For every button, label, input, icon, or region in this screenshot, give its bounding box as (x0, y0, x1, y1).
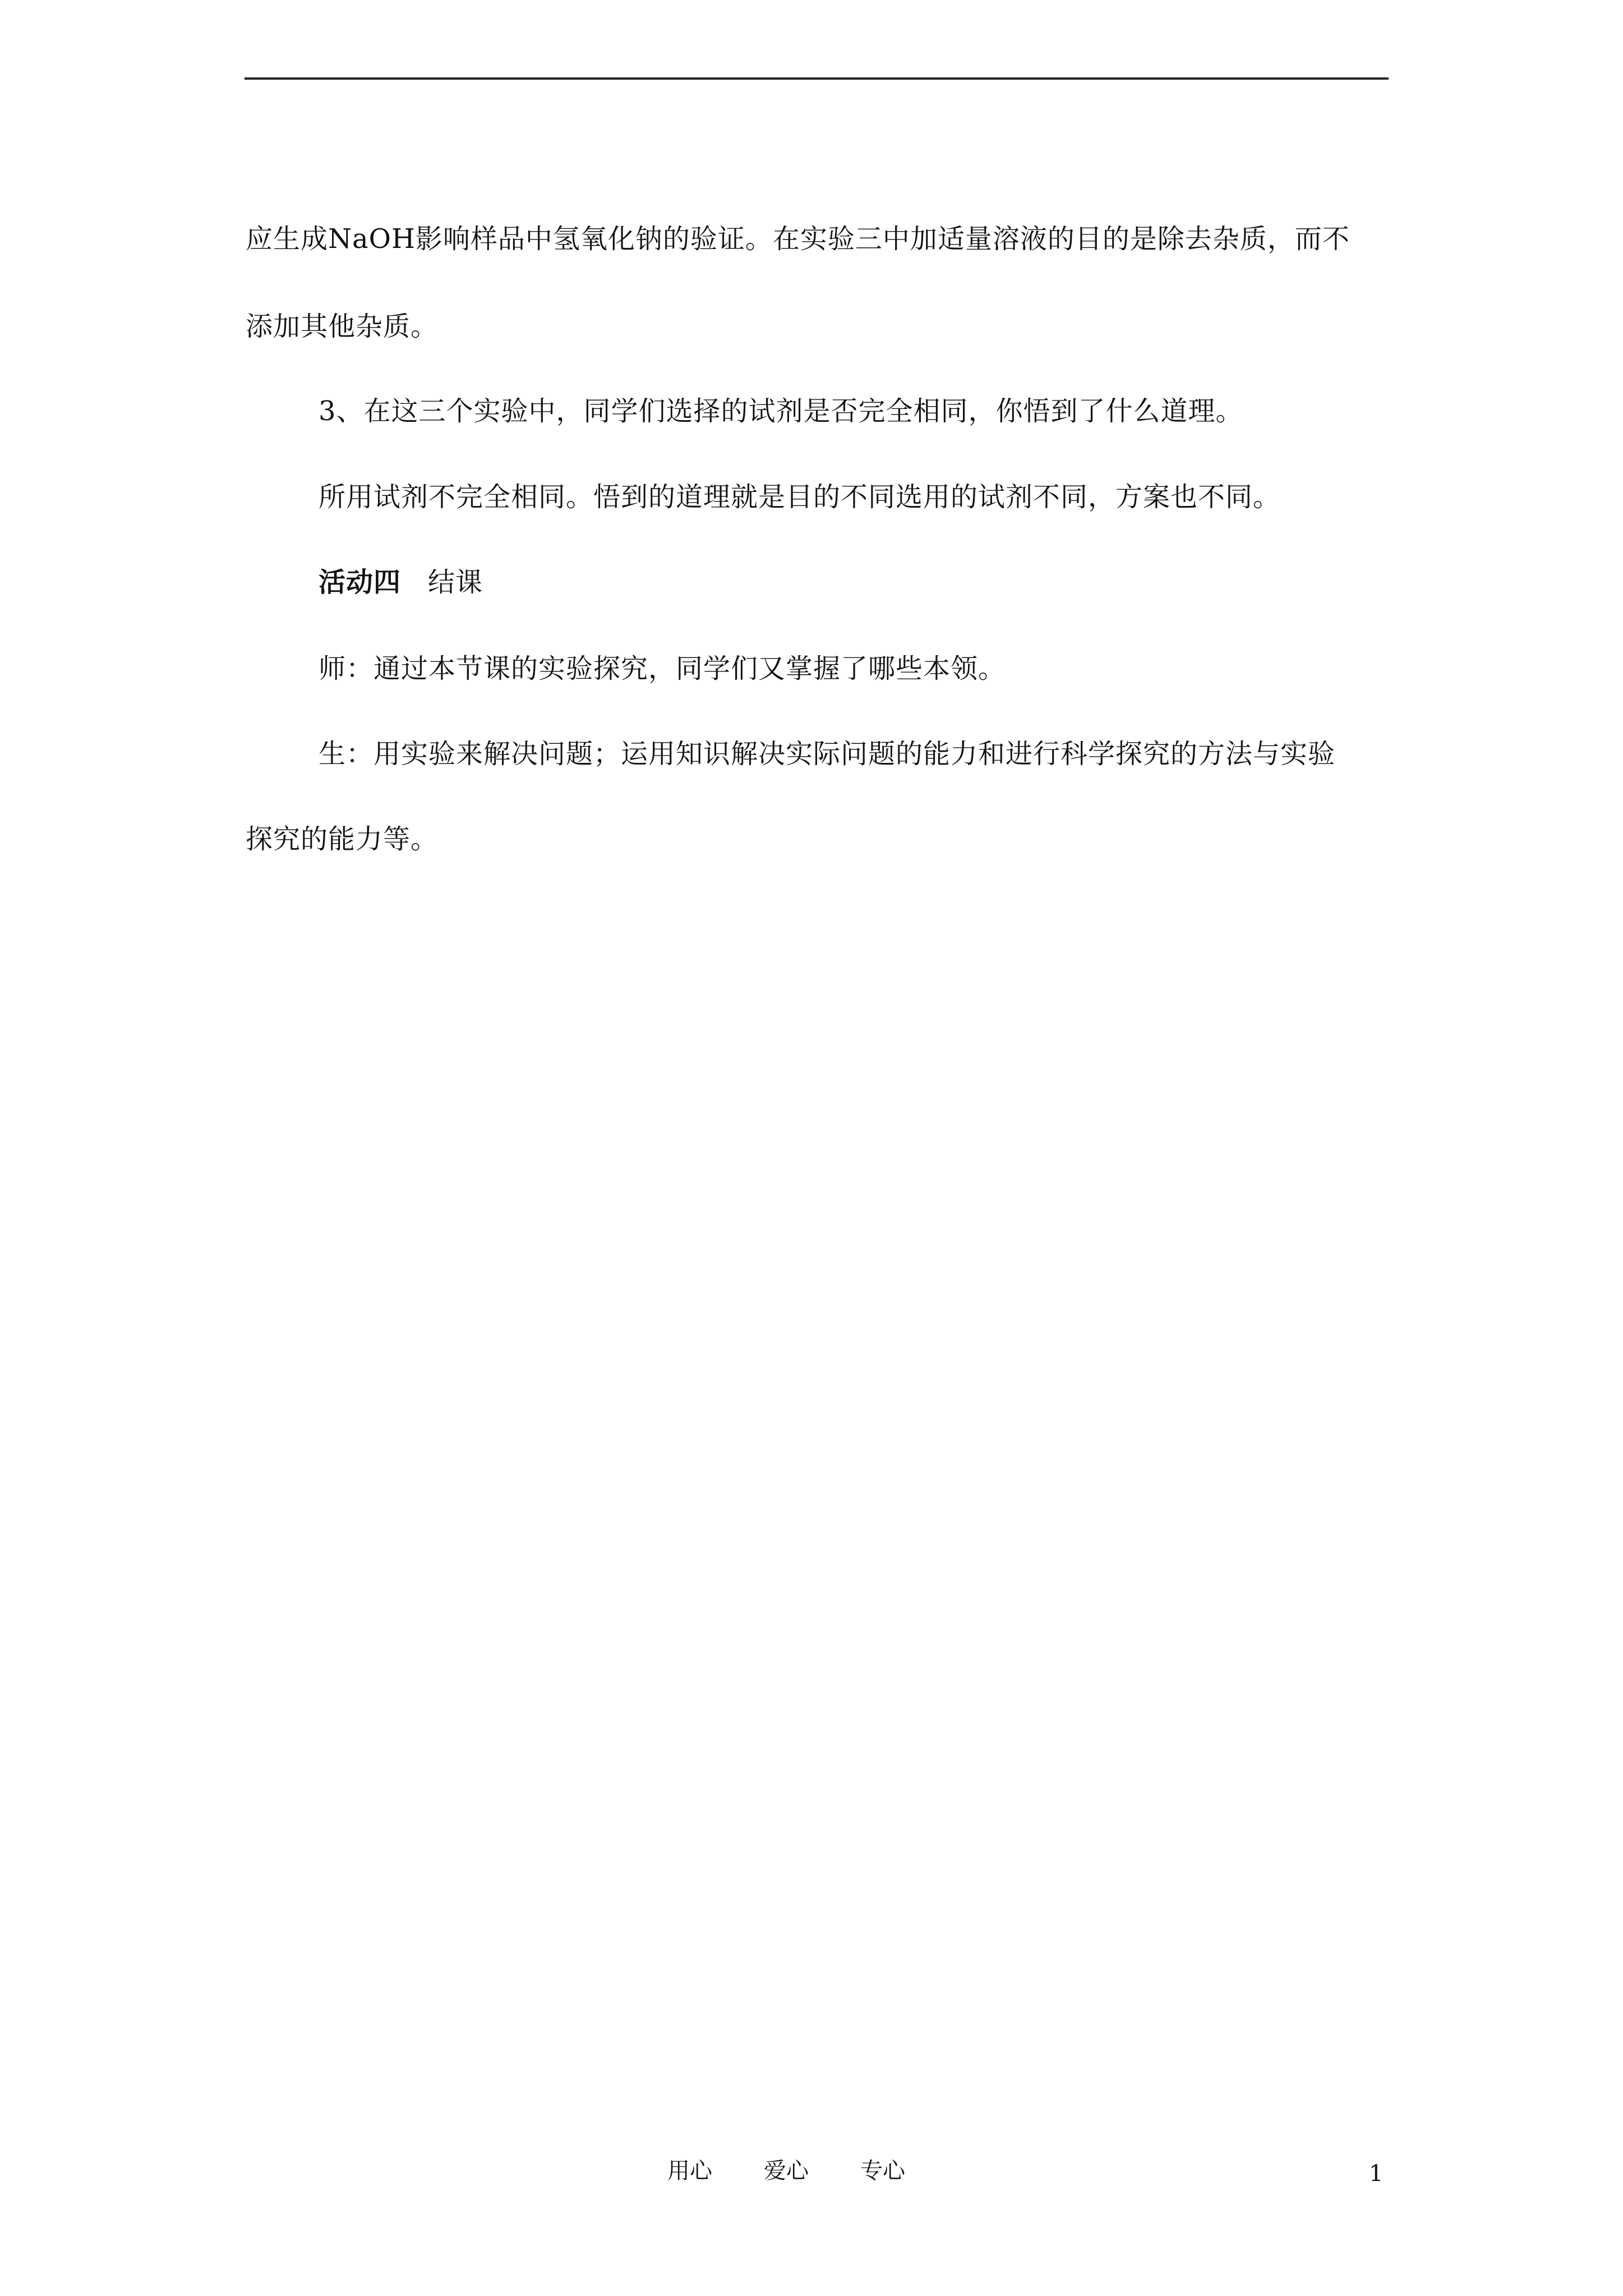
activity-heading-line (319, 565, 483, 599)
page-number: 1 (1369, 2161, 1384, 2187)
header-rule (245, 77, 1389, 80)
activity-title: 结课 (428, 567, 483, 598)
body-line-2: 添加其他杂质。 (246, 311, 439, 342)
body-line-7: 生：用实验来解决问题；运用知识解决实际问题的能力和进行科学探究的方法与实验 (319, 738, 1336, 770)
body-line-4: 所用试剂不完全相同。悟到的道理就是目的不同选用的试剂不同，方案也不同。 (319, 481, 1281, 513)
body-line-1: 应生成NaOH影响样品中氢氧化钠的验证。在实验三中加适量溶液的目的是除去杂质，而不 (246, 223, 1350, 255)
footer-slogan (667, 2157, 905, 2185)
body-line-8: 探究的能力等。 (246, 823, 439, 855)
body-line-6: 师：通过本节课的实验探究，同学们又掌握了哪些本领。 (319, 653, 1006, 684)
activity-heading: 活动四 (319, 567, 402, 598)
footer-item-3: 专心 (860, 2158, 905, 2184)
footer-item-1: 用心 (667, 2158, 712, 2184)
body-line-3: 3、在这三个实验中，同学们选择的试剂是否完全相同，你悟到了什么道理。 (319, 395, 1243, 427)
footer-item-2: 爱心 (764, 2158, 809, 2184)
